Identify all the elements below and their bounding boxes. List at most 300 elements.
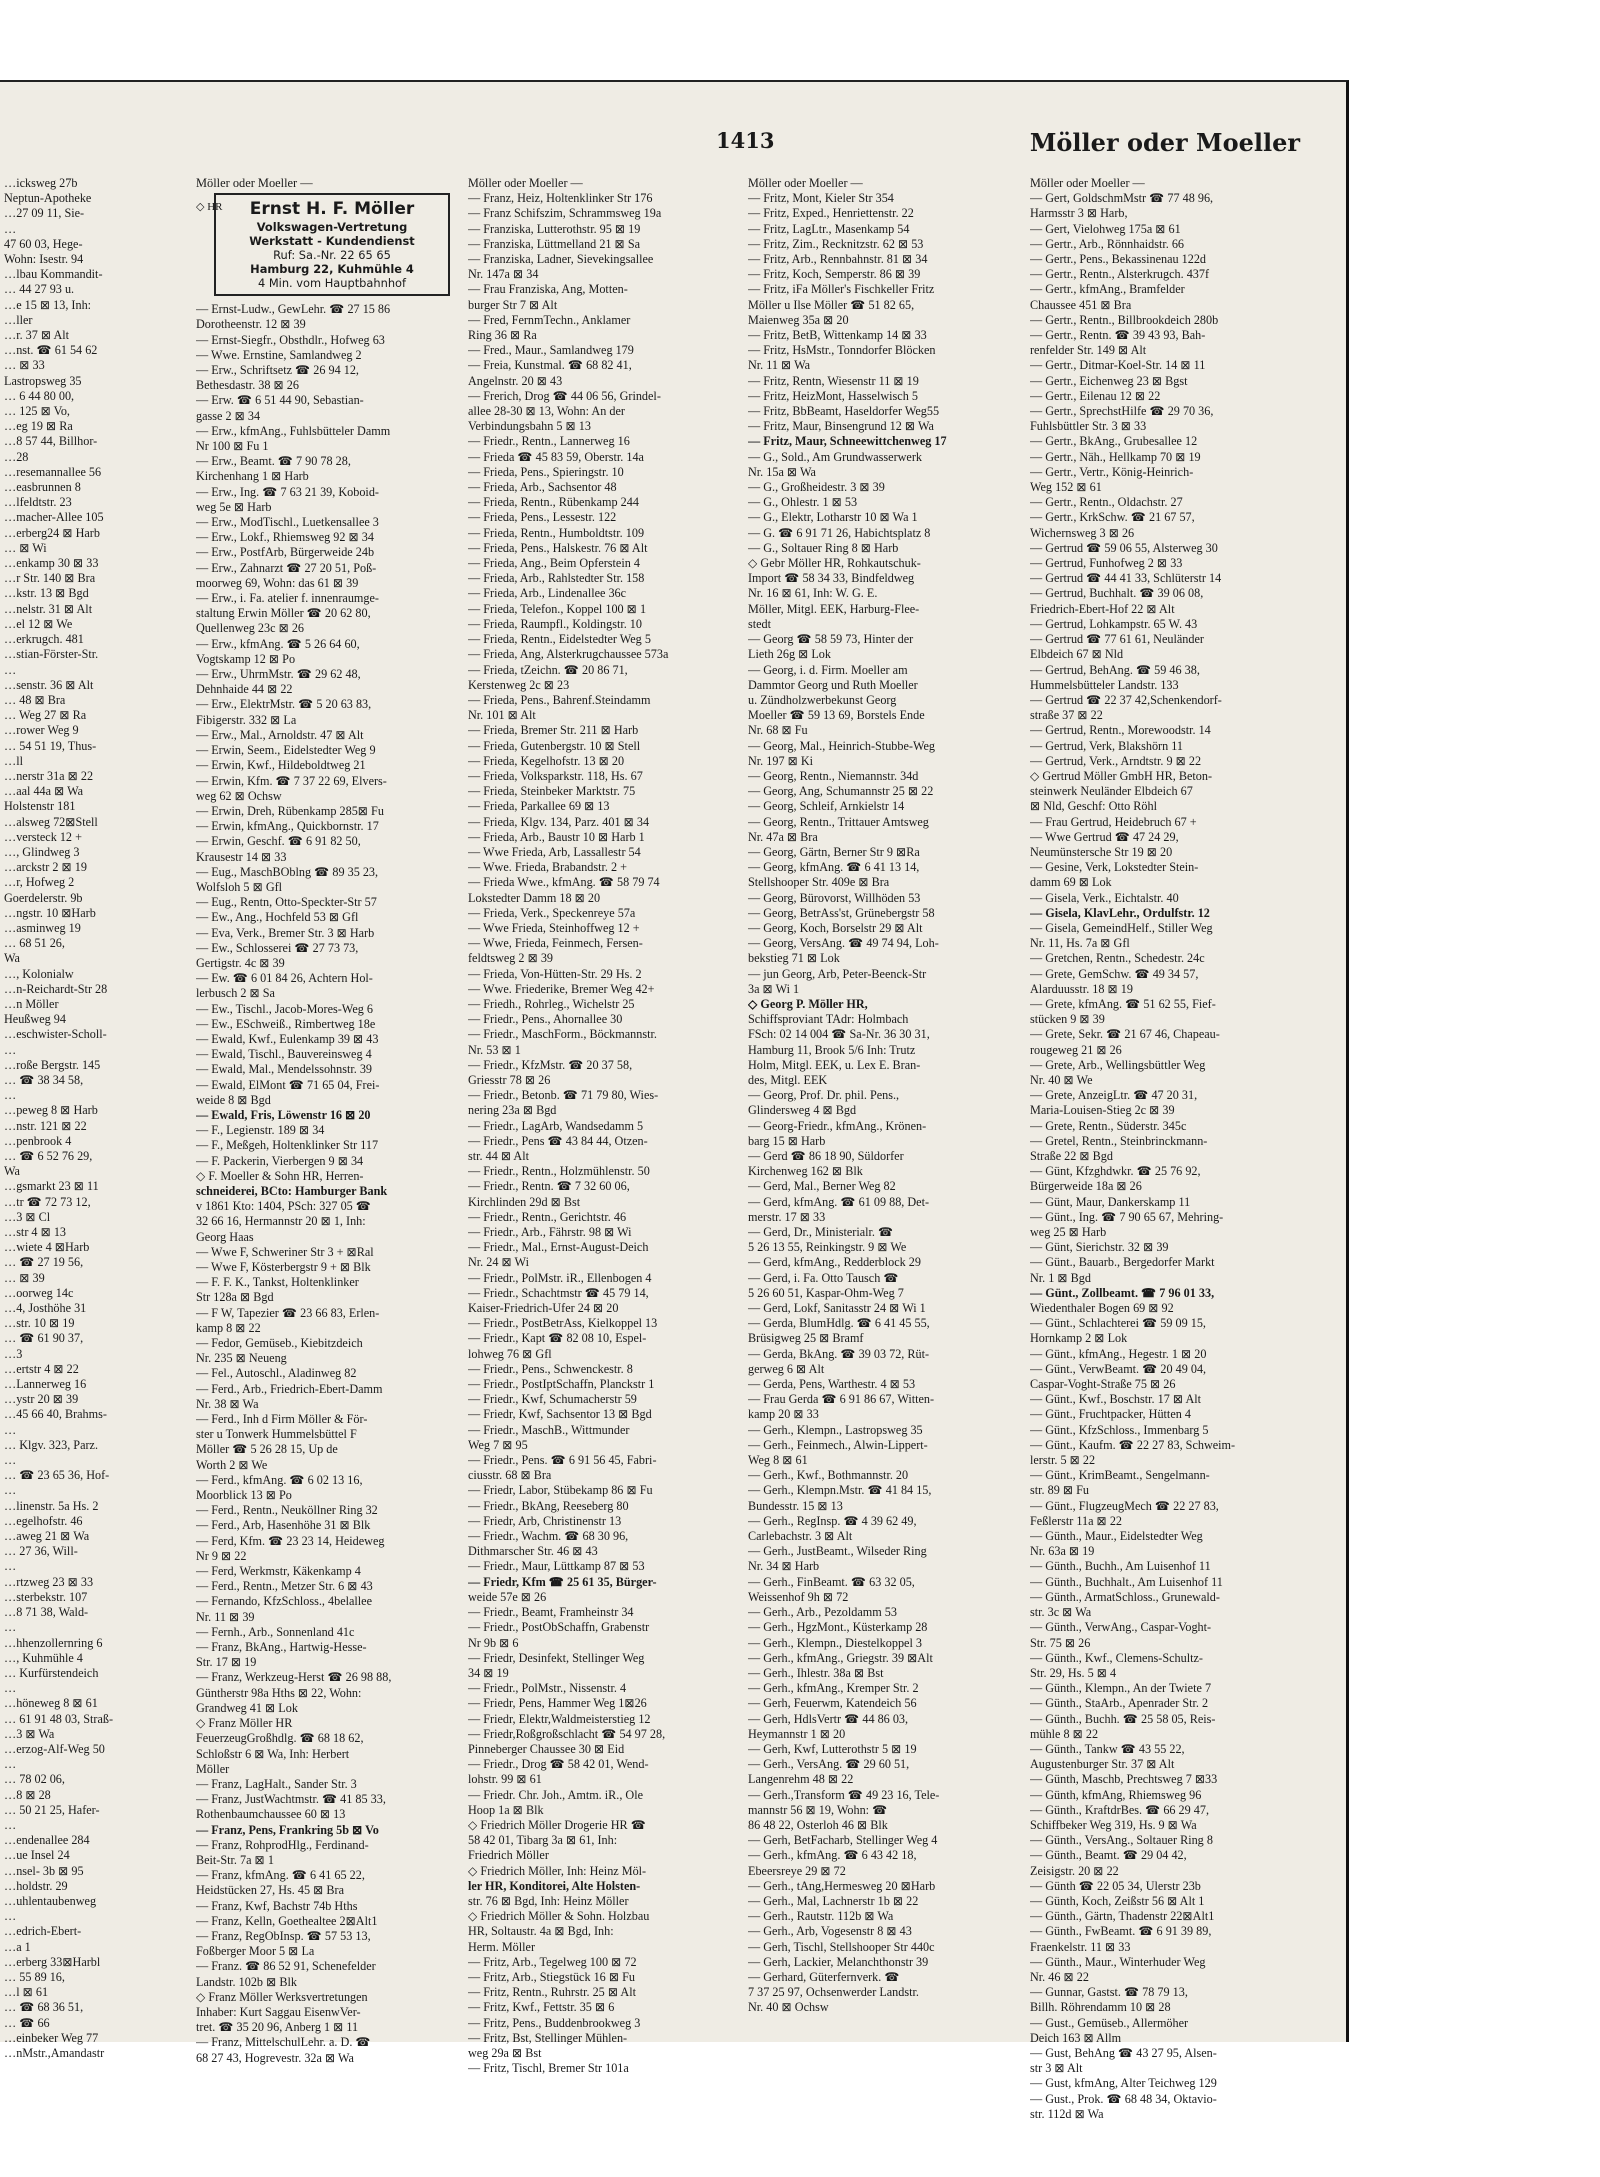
- directory-entry-line: …ller: [4, 312, 33, 327]
- directory-entry-line: — Fritz, Arb., Rennbahnstr. 81 ⊠ 34: [748, 252, 928, 267]
- directory-entry-line: — Gertr., Rentn., Billbrookdeich 280b: [1030, 312, 1219, 327]
- directory-entry-line: Beit-Str. 7a ⊠ 1: [196, 1852, 274, 1867]
- directory-entry-line: — Friedr., Mal., Ernst-August-Deich: [468, 1240, 649, 1255]
- directory-entry-line: — Franz, LagHalt., Sander Str. 3: [196, 1776, 357, 1791]
- directory-entry-line: Str. 17 ⊠ 19: [196, 1655, 257, 1670]
- directory-entry-line: — Ewald, Fris, Löwenstr 16 ⊠ 20: [196, 1107, 371, 1122]
- directory-entry-line: — Günth, Maschb, Prechtsweg 7 ⊠33: [1030, 1772, 1218, 1787]
- directory-entry-line: …: [4, 1559, 17, 1574]
- directory-entry-line: — Gertrud, Lohkampstr. 65 W. 43: [1030, 616, 1198, 631]
- directory-entry-line: — Wwe. Frieda, Brabandstr. 2 +: [468, 860, 627, 875]
- directory-entry-line: — Ew., ESchweiß., Rimbertweg 18e: [196, 1016, 376, 1031]
- directory-entry-line: — G. ☎ 6 91 71 26, Habichtsplatz 8: [748, 525, 931, 540]
- directory-entry-line: …a 1: [4, 1939, 31, 1954]
- directory-entry-line: — Gerh., FinBeamt. ☎ 63 32 05,: [748, 1574, 915, 1589]
- directory-entry-line: — Gertr., BkAng., Grubesallee 12: [1030, 434, 1198, 449]
- page-header: [700, 128, 1300, 162]
- directory-entry-line: — Grete, Arb., Wellingsbüttler Weg: [1030, 1057, 1206, 1072]
- directory-entry-line: — Gerh., Kwf., Bothmannstr. 20: [748, 1468, 909, 1483]
- directory-entry-line: …erberg 33⊠Harbl: [4, 1954, 101, 1969]
- directory-entry-line: Alarduusstr. 18 ⊠ 19: [1030, 981, 1133, 996]
- directory-entry-line: — Günt., Fruchtpacker, Hütten 4: [1030, 1407, 1191, 1422]
- directory-entry-line: Kirchlinden 29d ⊠ Bst: [468, 1194, 581, 1209]
- directory-entry-line: allee 28-30 ⊠ 13, Wohn: An der: [468, 404, 625, 419]
- directory-entry-line: Ring 36 ⊠ Ra: [468, 328, 537, 343]
- directory-entry-line: — Gerh., Arb, Vogesenstr 8 ⊠ 43: [748, 1924, 912, 1939]
- directory-entry-line: Neptun-Apotheke: [4, 191, 92, 206]
- directory-entry-line: …endenallee 284: [4, 1833, 90, 1848]
- directory-entry-line: kamp 8 ⊠ 22: [196, 1320, 261, 1335]
- directory-entry-line: Möller oder Moeller —: [468, 176, 583, 190]
- directory-entry-line: — Günth., ArmatSchloss., Grunewald-: [1030, 1589, 1220, 1604]
- directory-entry-line: weide 8 ⊠ Bgd: [196, 1092, 271, 1107]
- directory-entry-line: Krausestr 14 ⊠ 33: [196, 849, 287, 864]
- directory-entry-line: — Gerh.,Transform ☎ 49 23 16, Tele-: [748, 1787, 940, 1802]
- directory-entry-line: — Fritz, Maur, Binsengrund 12 ⊠ Wa: [748, 419, 934, 434]
- directory-entry-line: — Friedr. Chr. Joh., Amtm. iR., Ole: [468, 1787, 644, 1802]
- column-4-entries: [1030, 176, 1320, 2122]
- directory-entry-line: — Franz, RohprodHlg., Ferdinand-: [196, 1837, 369, 1852]
- directory-entry-line: — Günt., Zollbeamt. ☎ 7 96 01 33,: [1030, 1285, 1215, 1300]
- directory-entry-line: — F. Packerin, Vierbergen 9 ⊠ 34: [196, 1153, 364, 1168]
- directory-entry-line: Hummelsbütteler Landstr. 133: [1030, 677, 1179, 692]
- directory-entry-line: — Günth, kfmAng, Rhiemsweg 96: [1030, 1787, 1202, 1802]
- directory-entry-line: …45 66 40, Brahms-: [4, 1407, 107, 1422]
- directory-entry-line: Dorotheenstr. 12 ⊠ 39: [196, 317, 306, 332]
- directory-entry-line: — Ferd., kfmAng. ☎ 6 02 13 16,: [196, 1472, 363, 1487]
- directory-entry-line: ◇ Friedrich Möller & Sohn. Holzbau: [468, 1909, 650, 1924]
- directory-entry-line: … 27 36, Will-: [4, 1544, 78, 1559]
- directory-entry-line: weg 25 ⊠ Harb: [1030, 1225, 1107, 1240]
- directory-entry-line: … ⊠ Wi: [4, 540, 47, 555]
- directory-entry-line: Möller: [196, 1761, 230, 1776]
- directory-entry-line: — Fritz, BetB, Wittenkamp 14 ⊠ 33: [748, 328, 927, 343]
- directory-entry-line: — Wwe Gertrud ☎ 47 24 29,: [1030, 829, 1179, 844]
- directory-entry-line: FSch: 02 14 004 ☎ Sa-Nr. 36 30 31,: [748, 1027, 930, 1042]
- directory-entry-line: …str. 10 ⊠ 19: [4, 1316, 75, 1331]
- directory-entry-line: — Gert, Vielohweg 175a ⊠ 61: [1030, 221, 1181, 236]
- directory-entry-line: … Weg 27 ⊠ Ra: [4, 708, 87, 723]
- directory-entry-line: Caspar-Voght-Straße 75 ⊠ 26: [1030, 1377, 1176, 1392]
- directory-entry-line: schneiderei, BCto: Hamburger Bank: [196, 1183, 388, 1198]
- directory-entry-line: — Friedr., Kapt ☎ 82 08 10, Espel-: [468, 1331, 647, 1346]
- directory-entry-line: moorweg 69, Wohn: das 61 ⊠ 39: [196, 575, 359, 590]
- directory-entry-line: — Günt., KfzSchloss., Immenbarg 5: [1030, 1422, 1209, 1437]
- directory-entry-line: Nr. 147a ⊠ 34: [468, 267, 539, 282]
- directory-entry-line: Georg Haas: [196, 1229, 254, 1244]
- directory-entry-line: — Fritz, Maur, Schneewittchenweg 17: [748, 434, 947, 449]
- directory-entry-line: Kerstenweg 2c ⊠ 23: [468, 677, 570, 692]
- directory-entry-line: — Gisela, Verk., Eichtalstr. 40: [1030, 890, 1179, 905]
- directory-entry-line: — Gertrud ☎ 22 37 42,Schenkendorf-: [1030, 692, 1222, 707]
- directory-entry-line: — Friedr., Pens ☎ 43 84 44, Otzen-: [468, 1133, 648, 1148]
- directory-entry-line: — Erw., UhrmMstr. ☎ 29 62 48,: [196, 667, 361, 682]
- directory-entry-line: — Eva, Verk., Bremer Str. 3 ⊠ Harb: [196, 925, 375, 940]
- directory-entry-line: Nr. 16 ⊠ 61, Inh: W. G. E.: [748, 586, 878, 601]
- directory-entry-line: str 3 ⊠ Alt: [1030, 2061, 1083, 2076]
- directory-entry-line: — Günth., VersAng., Soltauer Ring 8: [1030, 1833, 1213, 1848]
- directory-entry-line: 32 66 16, Hermannstr 20 ⊠ 1, Inh:: [196, 1214, 366, 1229]
- left-page-fragment-column: [4, 176, 154, 2061]
- directory-entry-line: … 55 89 16,: [4, 1969, 65, 1984]
- directory-entry-line: des, Mitgl. EEK: [748, 1072, 828, 1087]
- directory-entry-line: Möller u Ilse Möller ☎ 51 82 65,: [748, 297, 915, 312]
- directory-entry-line: burger Str 7 ⊠ Alt: [468, 297, 558, 312]
- directory-entry-line: Griesstr 78 ⊠ 26: [468, 1072, 551, 1087]
- directory-entry-line: — Gerh., Ihlestr. 38a ⊠ Bst: [748, 1665, 884, 1680]
- directory-entry-line: — Gertrud, Funhofweg 2 ⊠ 33: [1030, 556, 1183, 571]
- directory-entry-line: … ☎ 27 19 56,: [4, 1255, 84, 1270]
- directory-entry-line: str. 44 ⊠ Alt: [468, 1149, 530, 1163]
- directory-entry-line: bekstieg 71 ⊠ Lok: [748, 951, 840, 966]
- directory-entry-line: — Fritz, LagLtr., Masenkamp 54: [748, 221, 910, 236]
- directory-entry-line: weg 29a ⊠ Bst: [468, 2045, 542, 2060]
- directory-entry-line: … 68 51 26,: [4, 936, 65, 951]
- directory-entry-line: — Fritz, Exped., Henriettenstr. 22: [748, 206, 914, 221]
- directory-entry-line: — Frieda, Pens., Bahrenf.Steindamm: [468, 692, 651, 707]
- directory-entry-line: — Frieda, Kegelhofstr. 13 ⊠ 20: [468, 753, 625, 768]
- ad-line: Hamburg 22, Kuhmühle 4: [250, 262, 414, 277]
- directory-entry-line: … 78 02 06,: [4, 1772, 65, 1787]
- directory-entry-line: — Günt., Schlachterei ☎ 59 09 15,: [1030, 1316, 1206, 1331]
- directory-entry-line: — Günt., FlugzeugMech ☎ 22 27 83,: [1030, 1498, 1219, 1513]
- directory-entry-line: — Franz, MittelschulLehr. a. D. ☎: [196, 2035, 371, 2050]
- directory-entry-line: feldtsweg 2 ⊠ 39: [468, 951, 554, 966]
- directory-entry-line: — jun Georg, Arb, Peter-Beenck-Str: [748, 966, 927, 981]
- directory-entry-line: — Fritz, Bst, Stellinger Mühlen-: [468, 2030, 628, 2045]
- directory-entry-line: — Ferd., Arb., Friedrich-Ebert-Damm: [196, 1381, 383, 1396]
- directory-entry-line: Zeisigstr. 20 ⊠ 22: [1030, 1863, 1119, 1878]
- directory-entry-line: — Fritz, Rentn, Wiesenstr 11 ⊠ 19: [748, 373, 919, 388]
- directory-entry-line: …resemannallee 56: [4, 464, 102, 479]
- directory-entry-line: Hornkamp 2 ⊠ Lok: [1030, 1331, 1128, 1346]
- directory-entry-line: Herm. Möller: [468, 1939, 536, 1954]
- directory-entry-line: — G., Großheidestr. 3 ⊠ 39: [748, 480, 885, 495]
- directory-entry-line: — Ew. ☎ 6 01 84 26, Achtern Hol-: [196, 971, 373, 986]
- directory-entry-line: — Frieda ☎ 45 83 59, Oberstr. 14a: [468, 449, 644, 464]
- directory-entry-line: — Frieda, Ang, Alsterkrugchaussee 573a: [468, 647, 669, 662]
- directory-entry-line: Bürgerweide 18a ⊠ 26: [1030, 1179, 1142, 1194]
- directory-entry-line: …nsel- 3b ⊠ 95: [4, 1863, 84, 1878]
- directory-entry-line: — Wwe. Ernstine, Samlandweg 2: [196, 347, 362, 362]
- directory-entry-line: — Gertrud, Buchhalt. ☎ 39 06 08,: [1030, 586, 1204, 601]
- directory-entry-line: — Friedr., KfzMstr. ☎ 20 37 58,: [468, 1057, 633, 1072]
- directory-entry-line: — Ew., Tischl., Jacob-Mores-Weg 6: [196, 1001, 373, 1016]
- directory-entry-line: — Gertrud, Verk, Blakshörn 11: [1030, 738, 1183, 753]
- directory-entry-line: — Grete, AnzeigLtr. ☎ 47 20 31,: [1030, 1088, 1198, 1103]
- directory-entry-line: — Frieda, Arb., Rahlstedter Str. 158: [468, 571, 645, 586]
- directory-entry-line: …kstr. 13 ⊠ Bgd: [4, 586, 89, 601]
- directory-entry-line: — Erw., Ing. ☎ 7 63 21 39, Koboid-: [196, 484, 379, 499]
- directory-entry-line: — Friedr, Pens, Hammer Weg 1⊠26: [468, 1696, 647, 1711]
- directory-entry-line: …n-Reichardt-Str 28: [4, 981, 108, 996]
- directory-entry-line: — Gerh., RegInsp. ☎ 4 39 62 49,: [748, 1513, 917, 1528]
- directory-entry-line: — Frieda, Steinbeker Marktstr. 75: [468, 784, 636, 799]
- directory-entry-line: — Franz, BkAng., Hartwig-Hesse-: [196, 1640, 367, 1655]
- directory-entry-line: — Franz, Werkzeug-Herst ☎ 26 98 88,: [196, 1670, 392, 1685]
- directory-entry-line: — Ewald, Mal., Mendelssohnstr. 39: [196, 1062, 373, 1077]
- directory-entry-line: — Gertr., Eilenau 12 ⊠ 22: [1030, 388, 1161, 403]
- directory-entry-line: — Franziska, Ladner, Sievekingsallee: [468, 252, 654, 267]
- directory-entry-line: — Georg, Prof. Dr. phil. Pens.,: [748, 1088, 900, 1103]
- directory-entry-line: — Günt., kfmAng., Hegestr. 1 ⊠ 20: [1030, 1346, 1207, 1361]
- directory-entry-line: — Gerda, Pens, Warthestr. 4 ⊠ 53: [748, 1377, 916, 1392]
- directory-entry-line: damm 69 ⊠ Lok: [1030, 875, 1112, 890]
- directory-entry-line: ◇ Gertrud Möller GmbH HR, Beton-: [1030, 768, 1213, 783]
- directory-entry-line: … ☎ 66: [4, 2015, 50, 2030]
- directory-entry-line: Nr. 40 ⊠ We: [1030, 1072, 1093, 1087]
- ad-line: Werkstatt - Kundendienst: [249, 234, 415, 249]
- directory-entry-line: v 1861 Kto: 1404, PSch: 327 05 ☎: [196, 1199, 371, 1214]
- directory-entry-line: Stellshooper Str. 409e ⊠ Bra: [748, 875, 890, 890]
- directory-entry-line: — Gisela, KlavLehr., Ordulfstr. 12: [1030, 905, 1210, 920]
- directory-entry-line: — Gerd, Mal., Berner Weg 82: [748, 1179, 896, 1194]
- directory-entry-line: — Gretel, Rentn., Steinbrinckmann-: [1030, 1133, 1208, 1148]
- directory-entry-line: lohstr. 99 ⊠ 61: [468, 1772, 542, 1787]
- directory-entry-line: …Lannerweg 16: [4, 1377, 87, 1392]
- directory-entry-line: — Gertrud, Verk., Arndtstr. 9 ⊠ 22: [1030, 753, 1202, 768]
- directory-entry-line: — Gertr., Rentn., Oldachstr. 27: [1030, 495, 1183, 510]
- directory-entry-line: Möller ☎ 5 26 28 15, Up de: [196, 1442, 338, 1457]
- directory-entry-line: — Gerd, kfmAng., Redderblock 29: [748, 1255, 921, 1270]
- directory-entry-line: — Günth., VerwAng., Caspar-Voght-: [1030, 1620, 1212, 1635]
- directory-entry-line: Str. 75 ⊠ 26: [1030, 1635, 1091, 1650]
- directory-entry-line: — Franz, Heiz, Holtenklinker Str 176: [468, 191, 653, 206]
- directory-entry-line: Nr. 38 ⊠ Wa: [196, 1396, 259, 1411]
- directory-entry-line: 47 60 03, Hege-: [4, 236, 83, 251]
- directory-entry-line: — Georg-Friedr., kfmAng., Krönen-: [748, 1118, 927, 1133]
- directory-entry-line: Weg 152 ⊠ 61: [1030, 480, 1102, 495]
- directory-entry-line: — Friedr, Desinfekt, Stellinger Weg: [468, 1650, 645, 1665]
- directory-entry-line: …eg 19 ⊠ Ra: [4, 419, 73, 434]
- directory-entry-line: …r. 37 ⊠ Alt: [4, 328, 70, 343]
- directory-entry-line: — Gerh., tAng,Hermesweg 20 ⊠Harb: [748, 1878, 936, 1893]
- directory-entry-line: …str 4 ⊠ 13: [4, 1225, 67, 1240]
- directory-entry-line: — F W, Tapezier ☎ 23 66 83, Erlen-: [196, 1305, 380, 1320]
- directory-entry-line: — G., Ohlestr. 1 ⊠ 53: [748, 495, 858, 510]
- directory-entry-line: — Ferd., Rentn., Neuköllner Ring 32: [196, 1503, 378, 1518]
- directory-entry-line: — Friedr., PolMstr., Nissenstr. 4: [468, 1681, 627, 1696]
- directory-entry-line: Nr. 11 ⊠ Wa: [748, 358, 811, 373]
- directory-entry-line: Inhaber: Kurt Saggau EisenwVer-: [196, 2004, 361, 2019]
- directory-entry-line: u. Zündholzwerbekunst Georg: [748, 692, 897, 707]
- directory-entry-line: — Gerh., HgzMont., Küsterkamp 28: [748, 1620, 928, 1635]
- directory-entry-line: — Fel., Autoschl., Aladinweg 82: [196, 1366, 357, 1381]
- directory-entry-line: 3a ⊠ Wi 1: [748, 981, 800, 996]
- directory-entry-line: — Ernst-Ludw., GewLehr. ☎ 27 15 86: [196, 302, 391, 317]
- directory-entry-line: — Gertr., Näh., Hellkamp 70 ⊠ 19: [1030, 449, 1201, 464]
- directory-entry-line: Holm, Mitgl. EEK, u. Lex E. Bran-: [748, 1057, 921, 1072]
- directory-entry-line: Nr 9b ⊠ 6: [468, 1635, 519, 1650]
- directory-entry-line: …r, Hofweg 2: [4, 875, 75, 890]
- directory-entry-line: — Georg ☎ 58 59 73, Hinter der: [748, 632, 914, 647]
- directory-entry-line: — Gerd, kfmAng. ☎ 61 09 88, Det-: [748, 1194, 930, 1209]
- directory-entry-line: — Georg, Schleif, Arnkielstr 14: [748, 799, 905, 814]
- directory-entry-line: … ⊠ 39: [4, 1270, 45, 1285]
- directory-entry-line: — Gerh, Kwf, Lutterothstr 5 ⊠ 19: [748, 1741, 917, 1756]
- directory-entry-line: — Gerd, Dr., Ministerialr. ☎: [748, 1225, 894, 1240]
- directory-entry-line: Goerdelerstr. 9b: [4, 890, 83, 905]
- directory-entry-line: …roße Bergstr. 145: [4, 1057, 101, 1072]
- directory-entry-line: …ll: [4, 753, 23, 768]
- directory-entry-line: Billh. Röhrendamm 10 ⊠ 28: [1030, 2000, 1171, 2015]
- directory-entry-line: — Gertrud ☎ 59 06 55, Alsterweg 30: [1030, 540, 1218, 555]
- directory-entry-line: Nr. 53 ⊠ 1: [468, 1042, 521, 1057]
- directory-column-1: [196, 176, 472, 2066]
- directory-entry-line: — Günt., Kaufm. ☎ 22 27 83, Schweim-: [1030, 1437, 1236, 1452]
- directory-entry-line: — Erw., kfmAng. ☎ 5 26 64 60,: [196, 636, 360, 651]
- directory-entry-line: — Erw., i. Fa. atelier f. innenraumge-: [196, 591, 379, 606]
- directory-entry-line: — Günt., Ing. ☎ 7 90 65 67, Mehring-: [1030, 1209, 1224, 1224]
- directory-entry-line: — Friedr., Beamt, Framheinstr 34: [468, 1605, 634, 1620]
- directory-entry-line: Nr. 24 ⊠ Wi: [468, 1255, 529, 1270]
- directory-entry-line: — Erwin, Geschf. ☎ 6 91 82 50,: [196, 834, 361, 849]
- directory-entry-line: …: [4, 1088, 17, 1103]
- directory-entry-line: …arckstr 2 ⊠ 19: [4, 860, 87, 875]
- directory-entry-line: — G., Soltauer Ring 8 ⊠ Harb: [748, 540, 899, 555]
- directory-entry-line: …aweg 21 ⊠ Wa: [4, 1529, 90, 1544]
- directory-entry-line: ler HR, Konditorei, Alte Holsten-: [468, 1878, 641, 1893]
- directory-entry-line: HR, Soltaustr. 4a ⊠ Bgd, Inh:: [468, 1924, 614, 1939]
- directory-entry-line: — Fritz, HsMstr., Tonndorfer Blöcken: [748, 343, 936, 358]
- directory-entry-line: — Gertr., Ditmar-Koel-Str. 14 ⊠ 11: [1030, 358, 1206, 373]
- directory-entry-line: — Gertr., SprechstHilfe ☎ 29 70 36,: [1030, 404, 1214, 419]
- directory-entry-line: …rower Weg 9: [4, 723, 79, 738]
- directory-entry-line: — Gert, GoldschmMstr ☎ 77 48 96,: [1030, 191, 1214, 206]
- directory-entry-line: — Friedr, Arb, Christinenstr 13: [468, 1513, 622, 1528]
- directory-entry-line: …nerstr 31a ⊠ 22: [4, 768, 94, 783]
- directory-entry-line: Augustenburger Str. 37 ⊠ Alt: [1030, 1757, 1175, 1772]
- directory-entry-line: — Fritz, Kwf., Fettstr. 35 ⊠ 6: [468, 2000, 615, 2015]
- directory-entry-line: … ☎ 68 36 51,: [4, 2000, 84, 2015]
- directory-entry-line: Möller oder Moeller —: [748, 176, 863, 190]
- directory-entry-line: Maria-Louisen-Stieg 2c ⊠ 39: [1030, 1103, 1175, 1118]
- directory-entry-line: Nr. 197 ⊠ Ki: [748, 753, 814, 768]
- directory-entry-line: — Erw., Beamt. ☎ 7 90 78 28,: [196, 454, 351, 469]
- directory-entry-line: …nMstr.,Amandastr: [4, 2045, 105, 2060]
- directory-entry-line: Neumünstersche Str 19 ⊠ 20: [1030, 844, 1173, 859]
- directory-entry-line: — Friedr., BkAng, Reeseberg 80: [468, 1498, 629, 1513]
- directory-entry-line: — Gerd, i. Fa. Otto Tausch ☎: [748, 1270, 899, 1285]
- directory-entry-line: — Gerh., JustBeamt., Wilseder Ring: [748, 1544, 927, 1559]
- left-fragment-entries: [4, 176, 154, 2061]
- directory-entry-line: — Ferd., Rentn., Metzer Str. 6 ⊠ 43: [196, 1579, 373, 1594]
- directory-entry-line: — Ewald, Kwf., Eulenkamp 39 ⊠ 43: [196, 1031, 379, 1046]
- directory-entry-line: — Günth., KraftdrBes. ☎ 66 29 47,: [1030, 1802, 1210, 1817]
- directory-entry-line: …asminweg 19: [4, 920, 81, 935]
- directory-entry-line: — Fernh., Arb., Sonnenland 41c: [196, 1624, 355, 1639]
- directory-entry-line: — Frieda, Ang., Beim Opferstein 4: [468, 556, 640, 571]
- directory-entry-line: …8 ⊠ 28: [4, 1787, 51, 1802]
- directory-entry-line: — Gerd ☎ 86 18 90, Süldorfer: [748, 1149, 904, 1163]
- directory-entry-line: Glindersweg 4 ⊠ Bgd: [748, 1103, 857, 1118]
- directory-entry-line: …rtzweg 23 ⊠ 33: [4, 1574, 94, 1589]
- directory-entry-line: …versteck 12 +: [4, 829, 82, 844]
- directory-entry-line: — Günt, Maur, Dankerskamp 11: [1030, 1194, 1191, 1209]
- directory-entry-line: — Fred., Maur., Samlandweg 179: [468, 343, 634, 358]
- directory-entry-line: — Günth., Maur., Eidelstedter Weg: [1030, 1529, 1203, 1544]
- directory-entry-line: — Günth., StaArb., Apenrader Str. 2: [1030, 1696, 1209, 1711]
- directory-entry-line: gerweg 6 ⊠ Alt: [748, 1361, 825, 1376]
- directory-entry-line: Foßberger Moor 5 ⊠ La: [196, 1944, 315, 1959]
- directory-entry-line: Bethesdastr. 38 ⊠ 26: [196, 378, 299, 393]
- directory-entry-line: stücken 9 ⊠ 39: [1030, 1012, 1105, 1027]
- directory-entry-line: … ☎ 38 34 58,: [4, 1072, 84, 1087]
- directory-entry-line: — G., Elektr, Lotharstr 10 ⊠ Wa 1: [748, 510, 918, 525]
- directory-entry-line: — Franz, kfmAng. ☎ 6 41 65 22,: [196, 1868, 365, 1883]
- directory-entry-line: Fraenkelstr. 11 ⊠ 33: [1030, 1939, 1131, 1954]
- directory-entry-line: gasse 2 ⊠ 34: [196, 408, 261, 423]
- directory-entry-line: — Friedr., Arb., Fährstr. 98 ⊠ Wi: [468, 1225, 632, 1240]
- directory-entry-line: — Günth., Maur., Winterhuder Weg: [1030, 1954, 1206, 1969]
- directory-entry-line: …3: [4, 1346, 23, 1361]
- directory-entry-line: ◇ Georg P. Möller HR,: [748, 996, 868, 1011]
- directory-entry-line: …wiete 4 ⊠Harb: [4, 1240, 90, 1255]
- directory-entry-line: — Gertr., Vertr., König-Heinrich-: [1030, 464, 1194, 479]
- directory-entry-line: … Kurfürstendeich: [4, 1665, 99, 1680]
- directory-entry-line: ◇ Franz Möller Werksvertretungen: [196, 1989, 368, 2004]
- directory-entry-line: — Friedr., Rentn., Lannerweg 16: [468, 434, 630, 449]
- directory-entry-line: … ☎ 61 90 37,: [4, 1331, 84, 1346]
- directory-entry-line: renfelder Str. 149 ⊠ Alt: [1030, 343, 1147, 358]
- directory-entry-line: — Frieda, Bremer Str. 211 ⊠ Harb: [468, 723, 639, 738]
- directory-entry-line: Heymannstr 1 ⊠ 20: [748, 1726, 846, 1741]
- directory-entry-line: …linenstr. 5a Hs. 2: [4, 1498, 99, 1513]
- directory-entry-line: Weg 7 ⊠ 95: [468, 1437, 528, 1452]
- directory-entry-line: mühle 8 ⊠ 22: [1030, 1726, 1099, 1741]
- directory-entry-line: — Fernando, KfzSchloss., 4belallee: [196, 1594, 372, 1609]
- directory-entry-line: — Ferd., Inh d Firm Möller & För-: [196, 1412, 368, 1427]
- directory-entry-line: …egelhofstr. 46: [4, 1513, 83, 1528]
- directory-entry-line: — Ewald, Tischl., Bauvereinsweg 4: [196, 1047, 372, 1062]
- directory-entry-line: — Gertr., KrkSchw. ☎ 21 67 57,: [1030, 510, 1195, 525]
- directory-entry-line: — Fritz, Pens., Buddenbrookweg 3: [468, 2015, 641, 2030]
- directory-entry-line: Maienweg 35a ⊠ 20: [748, 312, 849, 327]
- directory-entry-line: Moeller ☎ 59 13 69, Borstels Ende: [748, 708, 925, 723]
- directory-entry-line: Schloßstr 6 ⊠ Wa, Inh: Herbert: [196, 1746, 350, 1761]
- directory-entry-line: — Gerh., kfmAng., Griegstr. 39 ⊠Alt: [748, 1650, 933, 1665]
- directory-entry-line: …, Kuhmühle 4: [4, 1650, 83, 1665]
- directory-entry-line: …3 ⊠ Wa: [4, 1726, 55, 1741]
- directory-entry-line: — Fritz, HeizMont, Hasselwisch 5: [748, 388, 918, 403]
- directory-entry-line: weg 62 ⊠ Ochsw: [196, 788, 282, 803]
- directory-entry-line: Heußweg 94: [4, 1012, 66, 1027]
- directory-entry-line: — Ferd, Kfm. ☎ 23 23 14, Heideweg: [196, 1533, 385, 1548]
- directory-entry-line: Nr. 235 ⊠ Neueng: [196, 1351, 287, 1366]
- directory-entry-line: — Georg, i. d. Firm. Moeller am: [748, 662, 908, 677]
- directory-entry-line: Fibigerstr. 332 ⊠ La: [196, 712, 297, 727]
- directory-entry-line: Nr. 101 ⊠ Alt: [468, 708, 536, 723]
- ad-line: Ruf: Sa.-Nr. 22 65 65: [273, 248, 391, 263]
- directory-entry-line: …edrich-Ebert-: [4, 1924, 82, 1939]
- directory-entry-line: — Erwin, Seem., Eidelstedter Weg 9: [196, 743, 376, 758]
- directory-entry-line: Deich 163 ⊠ Allm: [1030, 2030, 1122, 2045]
- running-head: Möller oder Moeller: [1029, 128, 1300, 157]
- directory-entry-line: — Gertr., Arb., Rönnhaidstr. 66: [1030, 236, 1185, 251]
- directory-entry-line: — Gerh, BetFacharb, Stellinger Weg 4: [748, 1833, 938, 1848]
- directory-entry-line: …: [4, 662, 17, 677]
- directory-entry-line: Feßlerstr 11a ⊠ 22: [1030, 1513, 1123, 1528]
- directory-entry-line: — Günth., Buchh., Am Luisenhof 11: [1030, 1559, 1211, 1574]
- directory-entry-line: — Friedr,Roßgroßschlacht ☎ 54 97 28,: [468, 1726, 666, 1741]
- directory-entry-line: Import ☎ 58 34 33, Bindfeldweg: [748, 571, 915, 586]
- directory-entry-line: — Günt, Kfzghdwkr. ☎ 25 76 92,: [1030, 1164, 1201, 1179]
- directory-entry-line: — Gerh., Feinmech., Alwin-Lippert-: [748, 1437, 928, 1452]
- directory-entry-line: …erberg24 ⊠ Harb: [4, 525, 100, 540]
- directory-entry-line: — Friedr., Maur, Lüttkamp 87 ⊠ 53: [468, 1559, 645, 1574]
- directory-entry-line: — Friedr, Labor, Stübekamp 86 ⊠ Fu: [468, 1483, 653, 1498]
- directory-entry-line: — Georg, BetrAss'st, Grünebergstr 58: [748, 905, 935, 920]
